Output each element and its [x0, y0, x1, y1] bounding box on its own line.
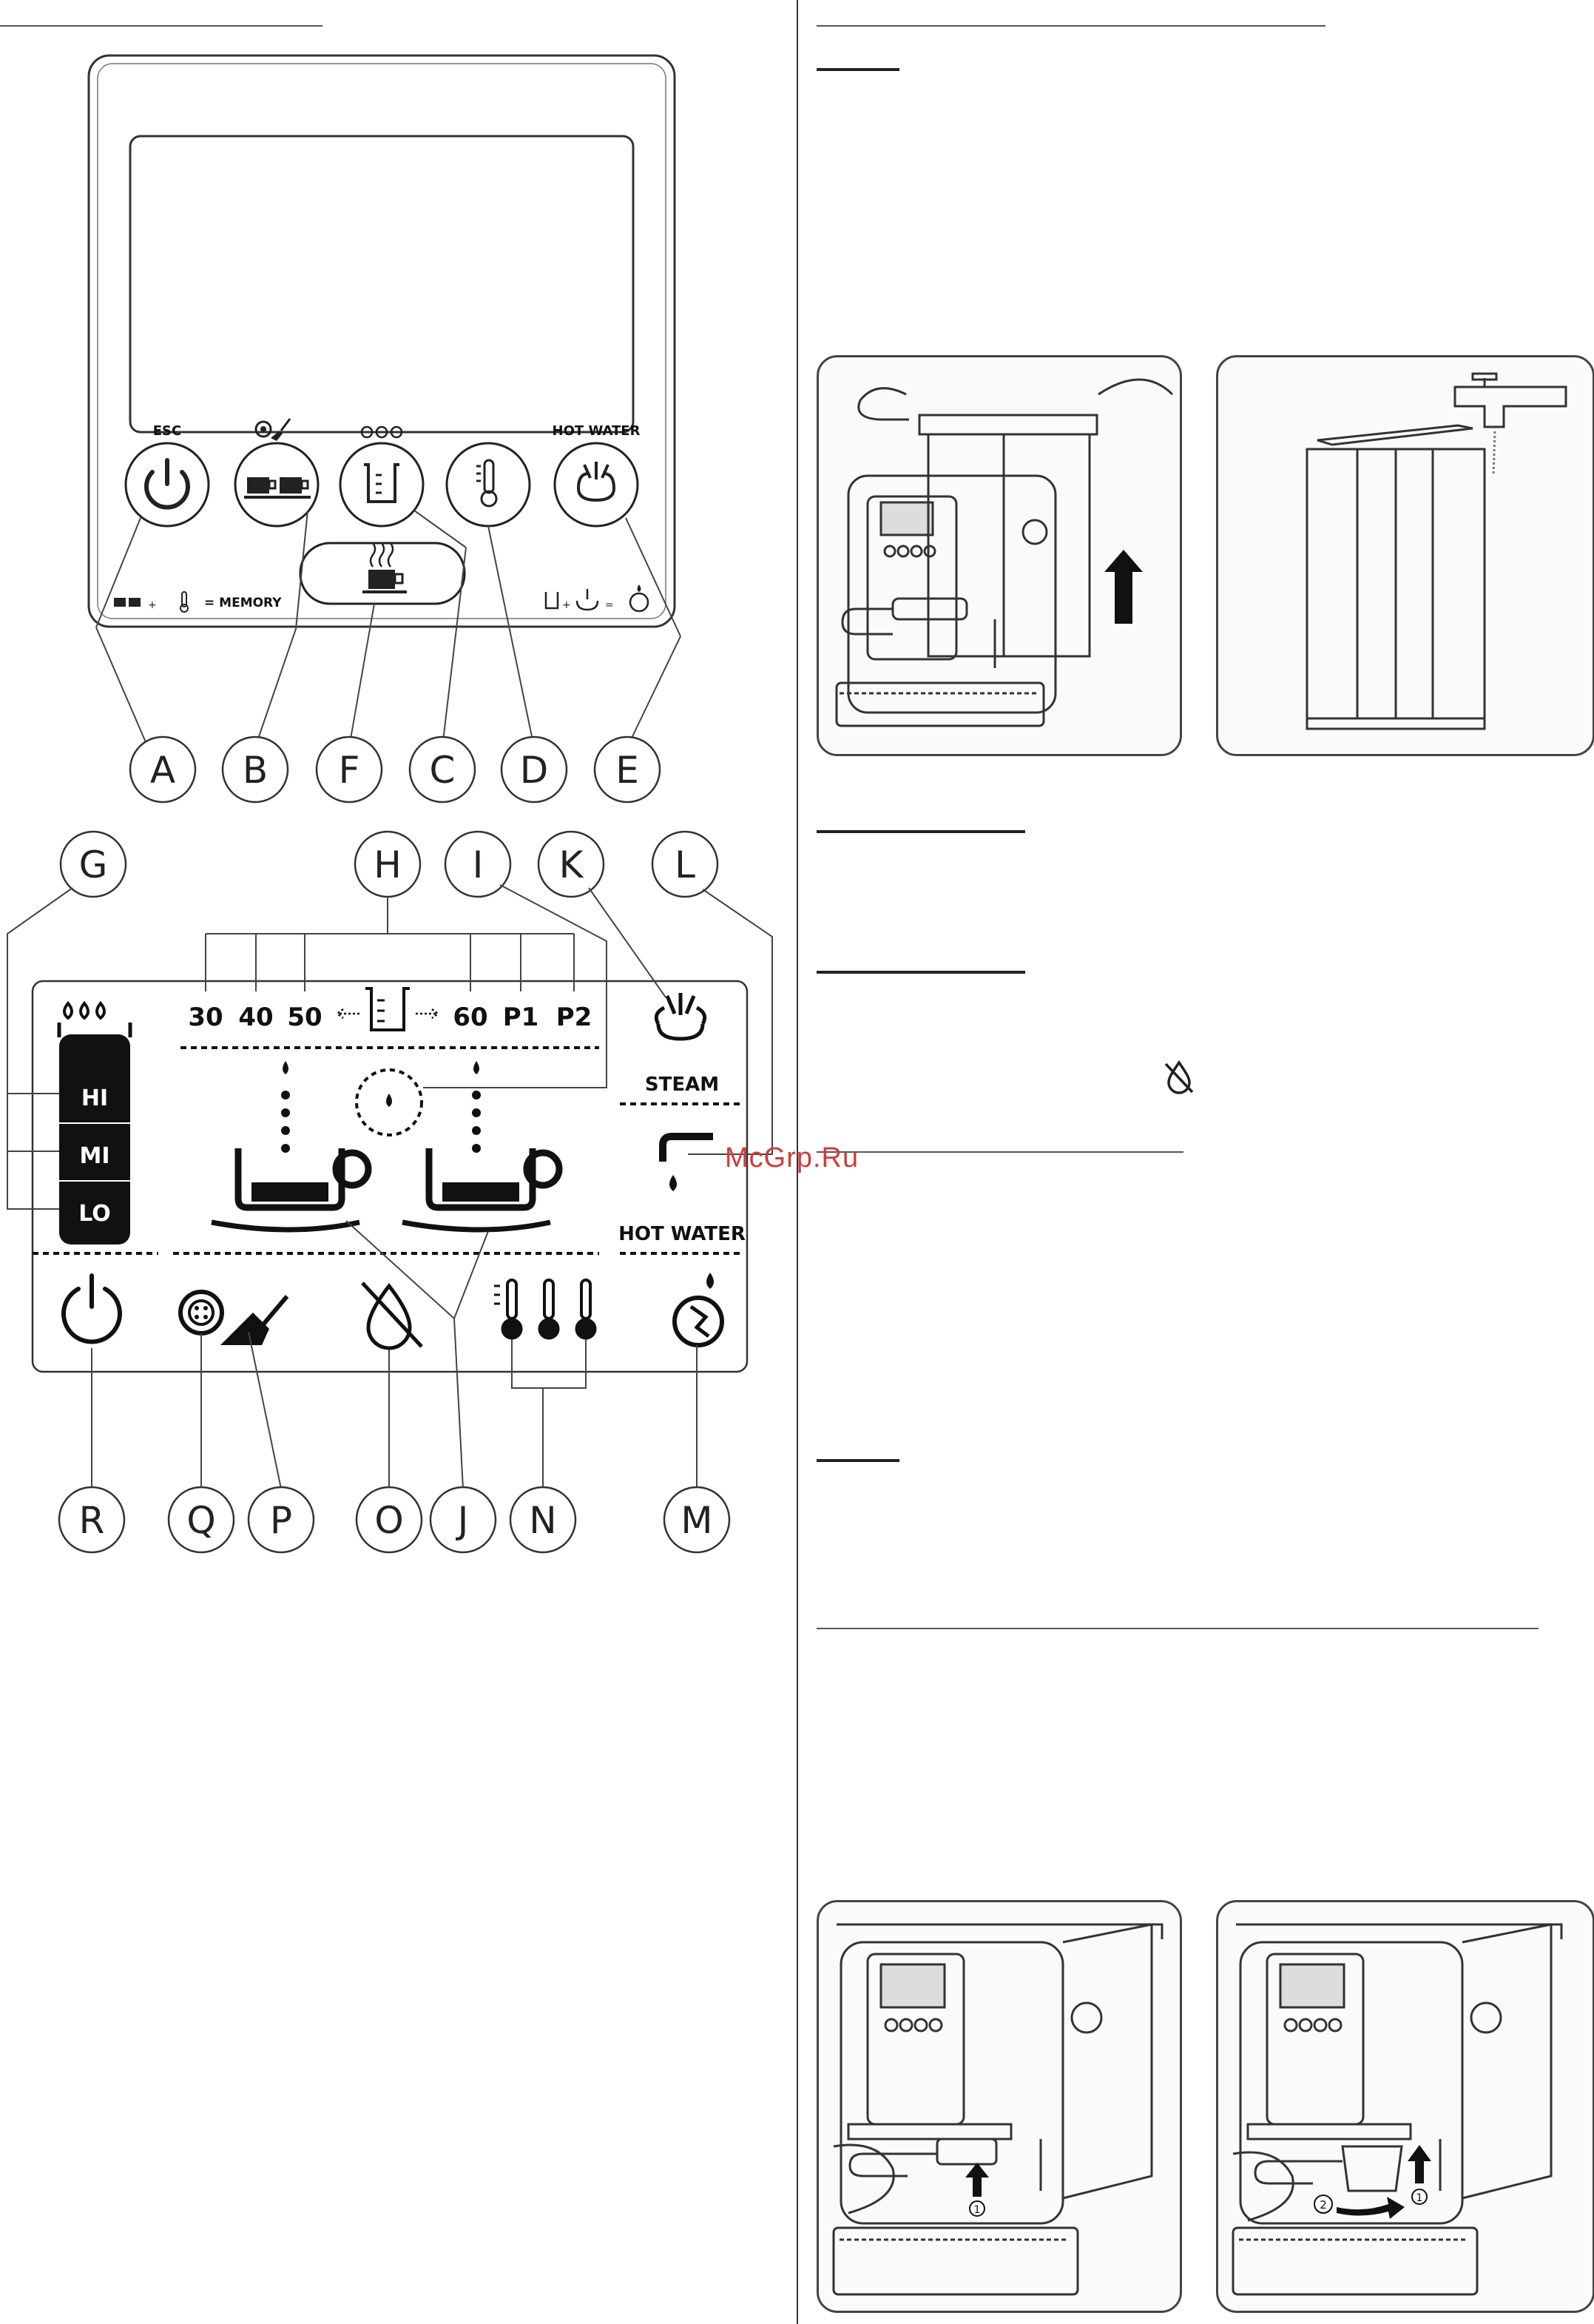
no-water-inline-icon [1160, 1058, 1198, 1097]
heading-underline-4 [817, 1459, 899, 1462]
steam-label: STEAM [644, 1074, 720, 1096]
strength-lo: LO [78, 1201, 111, 1227]
coffee-drops [281, 1061, 481, 1153]
heading-underline-2 [817, 830, 1025, 833]
no-water-display-icon [362, 1283, 422, 1348]
button-e-steam[interactable] [555, 443, 638, 526]
clean-icon-small [256, 419, 290, 441]
step-1-label: 1 [973, 2204, 981, 2216]
power-display-icon [64, 1276, 120, 1341]
hot-water-tap-icon [663, 1136, 713, 1191]
clean-brush-icon [220, 1296, 287, 1345]
volume-p1: P1 [502, 1003, 539, 1032]
section-rule-1 [817, 1151, 1183, 1153]
callout-a: A [149, 749, 176, 792]
callout-row-top [0, 732, 784, 806]
clean-group-icon [180, 1292, 222, 1333]
section-rule-2 [817, 1628, 1539, 1629]
memory-combo-icon [114, 592, 188, 612]
illustration-remove-tank [817, 355, 1182, 756]
callout-f: F [338, 749, 360, 792]
step-1-label-b: 1 [1416, 2192, 1423, 2204]
button-a-power[interactable] [126, 443, 209, 526]
illustration-insert-filter [817, 1900, 1182, 2313]
heading-underline-3 [817, 971, 1025, 974]
hot-water-label: HOT WATER [552, 423, 641, 439]
callout-k: K [558, 843, 584, 886]
strength-mi: MI [79, 1143, 110, 1169]
heading-underline-1 [817, 68, 899, 71]
esc-label: ESC [152, 423, 182, 439]
volume-30: 30 [188, 1003, 223, 1032]
illustration-fill-tank [1216, 355, 1594, 756]
strength-hi: HI [81, 1085, 109, 1111]
callout-h: H [374, 843, 402, 886]
svg-text:+: + [562, 599, 571, 611]
top-left-rule [0, 25, 322, 27]
callout-n: N [529, 1499, 557, 1542]
descale-display-icon [675, 1273, 722, 1345]
temperature-levels-icon [494, 1280, 596, 1339]
callout-p: P [269, 1499, 293, 1542]
volume-p2: P2 [555, 1003, 592, 1032]
volume-50: 50 [287, 1003, 322, 1032]
descale-combo-icon [546, 585, 648, 611]
button-c-volume[interactable] [340, 443, 423, 526]
callout-e: E [615, 749, 639, 792]
callout-j: J [457, 1499, 469, 1542]
callout-i: I [472, 843, 484, 886]
volume-60: 60 [453, 1003, 488, 1032]
button-d-temperature[interactable] [447, 443, 530, 526]
button-b-double-cup[interactable] [235, 443, 318, 526]
callout-c: C [429, 749, 456, 792]
illustration-remove-filter [1216, 1900, 1594, 2313]
callout-o: O [374, 1499, 404, 1542]
callout-l: L [675, 843, 695, 886]
volume-40: 40 [238, 1003, 274, 1032]
top-right-rule [817, 25, 1325, 27]
callout-b: B [242, 749, 269, 792]
callout-g: G [78, 843, 108, 886]
control-panel-figure [0, 44, 784, 814]
memory-label: = MEMORY [204, 596, 282, 610]
watermark-text: McGrp.Ru [725, 1142, 860, 1173]
callout-d: D [519, 749, 549, 792]
strength-drops-icon [64, 1003, 104, 1018]
svg-text:+: + [148, 599, 157, 611]
steam-icon [656, 993, 704, 1039]
callout-q: Q [186, 1499, 216, 1542]
button-f-single-cup[interactable] [300, 543, 465, 604]
callout-m: M [681, 1499, 713, 1542]
svg-text:=: = [605, 599, 614, 611]
step-2-label: 2 [1320, 2198, 1327, 2212]
hot-water-display-label: HOT WATER [618, 1223, 746, 1245]
display-figure [0, 821, 784, 1561]
volume-beaker-icon [337, 988, 438, 1030]
callout-r: R [78, 1499, 105, 1542]
